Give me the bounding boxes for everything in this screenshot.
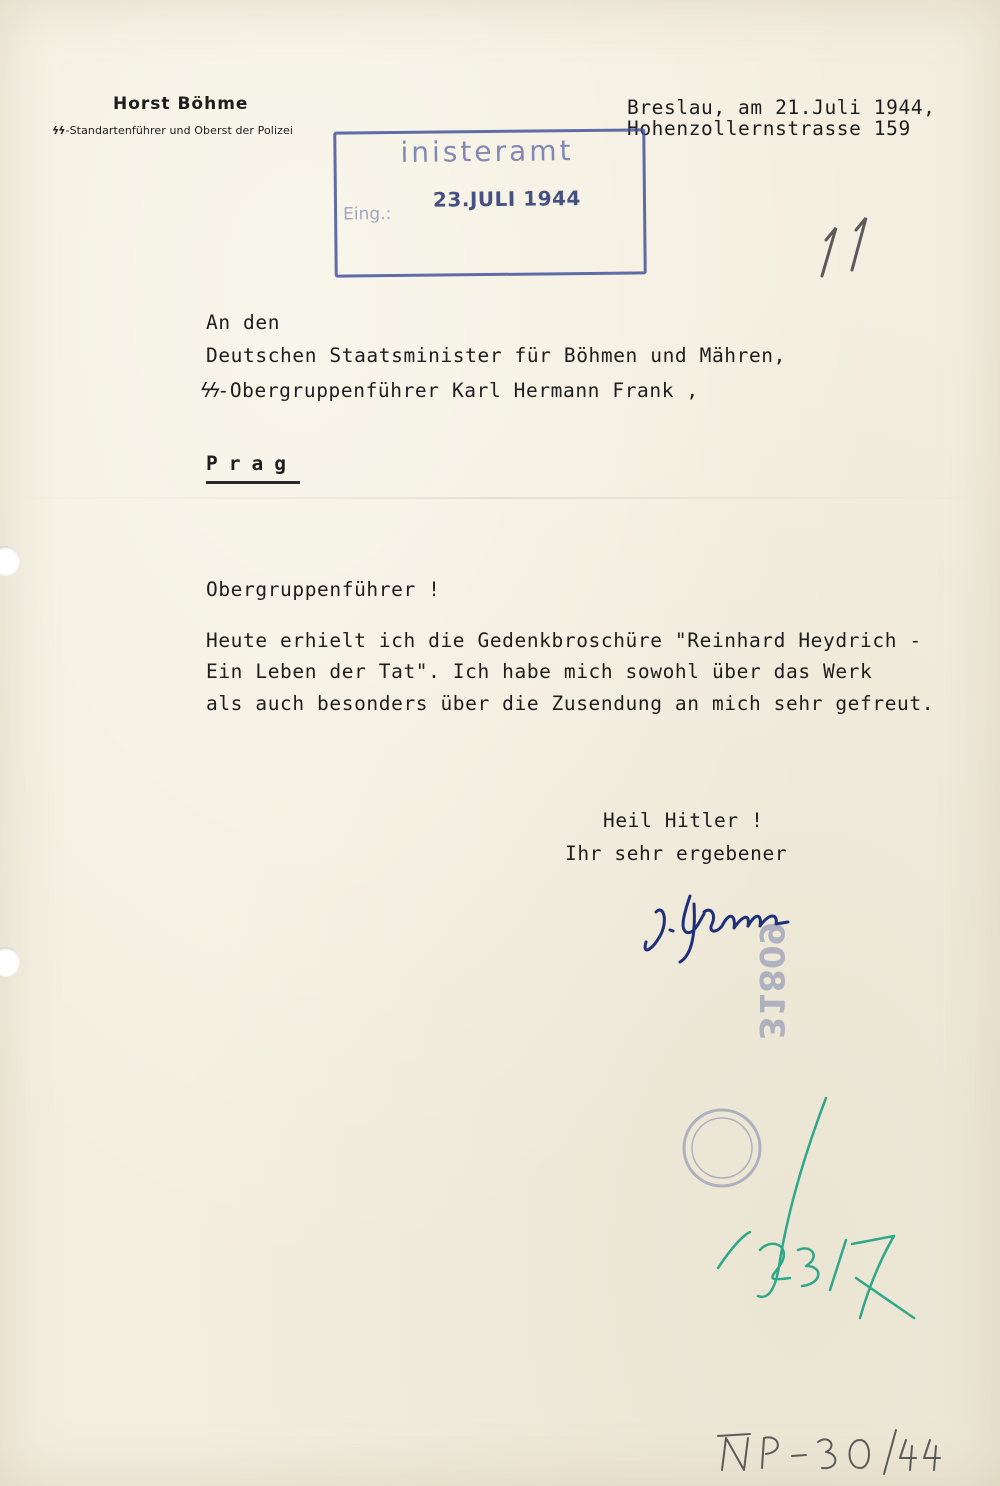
archive-stamp-mark — [684, 922, 791, 1186]
sender-rank-text: -Standartenführer und Oberst der Polizei — [65, 124, 294, 137]
recipient-line-1: An den — [206, 311, 281, 334]
file-reference-mark — [718, 1430, 940, 1474]
salutation: Obergruppenführer ! — [206, 578, 441, 601]
stamp-office-name: inisteramt — [400, 134, 574, 169]
place-date-line: Breslau, am 21.Juli 1944, — [627, 96, 936, 119]
recipient-city: Prag — [206, 452, 297, 475]
recipient-line-2: Deutschen Staatsminister für Böhmen und Mähren, — [206, 344, 786, 367]
closing-line-1: Heil Hitler ! — [603, 809, 764, 832]
stamp-label: Eing.: — [343, 204, 392, 225]
sender-name: Horst Böhme — [113, 94, 249, 114]
stamp-date: 23.JULI 1944 — [432, 186, 582, 212]
archive-stamp-number: 31809 — [751, 921, 791, 1040]
ss-runes-icon: ϟϟ — [52, 124, 65, 137]
recipient-line-3-text: -Obergruppenführer Karl Hermann Frank , — [217, 379, 699, 402]
body-line-1: Heute erhielt ich die Gedenkbroschüre "Reinhard Heydrich - — [206, 629, 922, 652]
ss-runes-icon: ϟϟ — [200, 379, 218, 402]
address-line: Hohenzollernstrasse 159 — [627, 117, 911, 140]
closing-line-2: Ihr sehr ergebener — [565, 842, 788, 865]
body-line-3: als auch besonders über die Zusendung an mich sehr gefreut. — [206, 692, 935, 715]
folio-number-mark — [822, 218, 866, 276]
body-line-2: Ein Leben der Tat". Ich habe mich sowohl über das Werk — [206, 660, 873, 683]
